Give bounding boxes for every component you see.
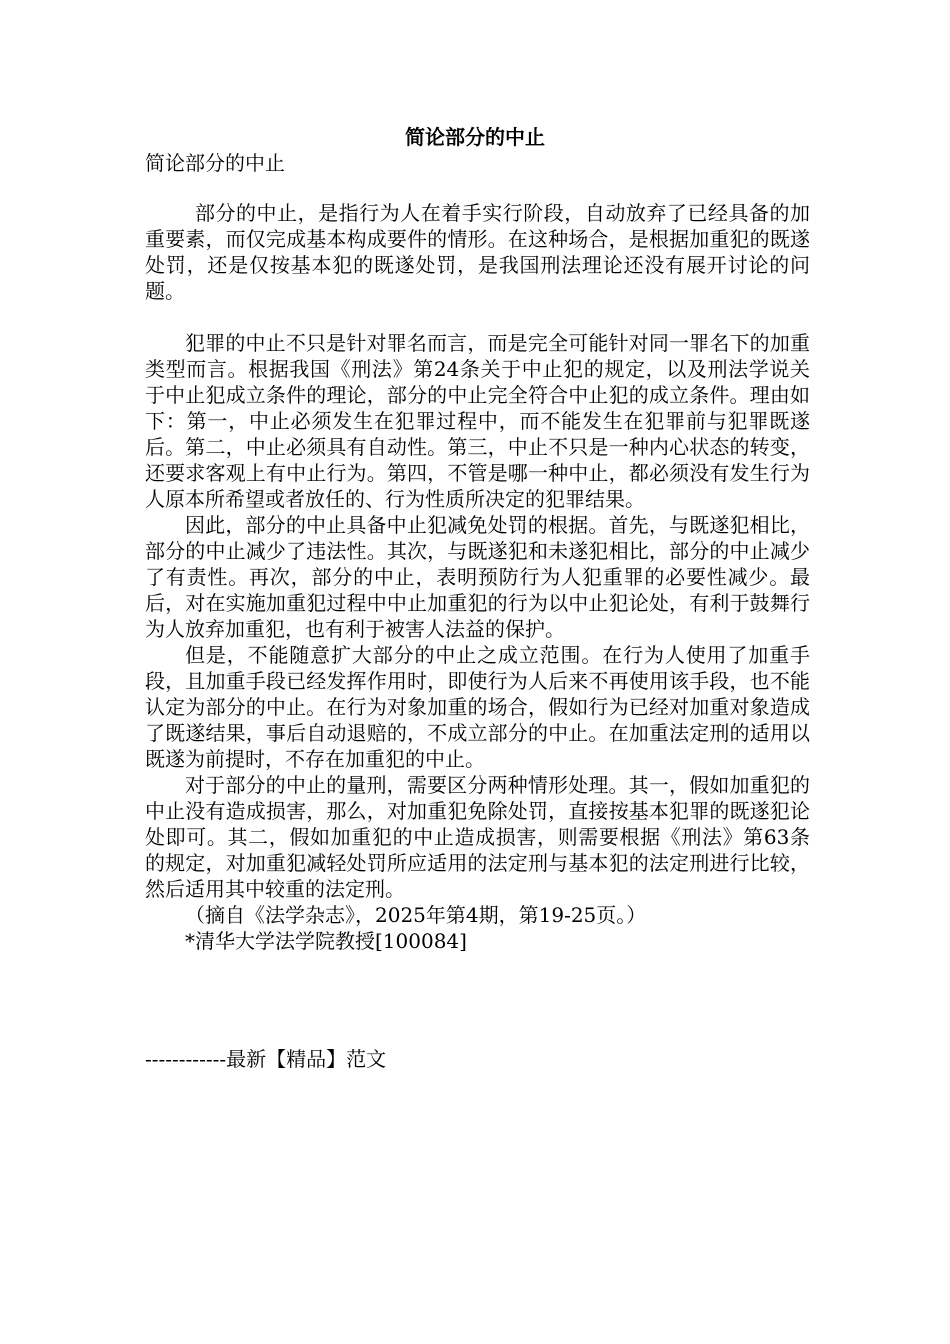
- paragraph-4: 但是，不能随意扩大部分的中止之成立范围。在行为人使用了加重手段，且加重手段已经发挥作用时，即使行为人后来不再使用该手段，也不能认定为部分的中止。在行为对象加重的场合，假如行为已经对加重对象造成了既遂结果，事后自动退赔的，不成立部分的中止。在加重法定刑的适用以既遂为前提时，不存在加重犯的中止。: [145, 643, 810, 771]
- paragraph-5: 对于部分的中止的量刑，需要区分两种情形处理。其一，假如加重犯的中止没有造成损害，那么，对加重犯免除处罚，直接按基本犯罪的既遂犯论处即可。其二，假如加重犯的中止造成损害，则需要根据《刑法》第63条的规定，对加重犯减轻处罚所应适用的法定刑与基本犯的法定刑进行比较，然后适用其中较重的法定刑。: [145, 773, 810, 901]
- author-affiliation: *清华大学法学院教授[100084]: [185, 929, 467, 953]
- document-title: 简论部分的中止: [405, 125, 545, 149]
- document-subtitle: 简论部分的中止: [145, 151, 285, 175]
- document-footer: ------------最新【精品】范文: [145, 1047, 387, 1071]
- document-body: [145, 200, 810, 954]
- paragraph-1: 部分的中止，是指行为人在着手实行阶段，自动放弃了已经具备的加重要素，而仅完成基本构成要件的情形。在这种场合，是根据加重犯的既遂处罚，还是仅按基本犯的既遂处罚，是我国刑法理论还没有展开讨论的问题。: [145, 201, 810, 303]
- paragraph-3: 因此，部分的中止具备中止犯减免处罚的根据。首先，与既遂犯相比，部分的中止减少了违法性。其次，与既遂犯和未遂犯相比，部分的中止减少了有责性。再次，部分的中止，表明预防行为人犯重罪的必要性减少。最后，对在实施加重犯过程中中止加重犯的行为以中止犯论处，有利于鼓舞行为人放弃加重犯，也有利于被害人法益的保护。: [145, 513, 810, 641]
- source-citation: （摘自《法学杂志》，2025年第4期，第19-25页。）: [185, 903, 647, 927]
- paragraph-spacer: [145, 304, 810, 330]
- paragraph-2: 犯罪的中止不只是针对罪名而言，而是完全可能针对同一罪名下的加重类型而言。根据我国《刑法》第24条关于中止犯的规定，以及刑法学说关于中止犯成立条件的理论，部分的中止完全符合中止犯的成立条件。理由如下：第一，中止必须发生在犯罪过程中，而不能发生在犯罪前与犯罪既遂后。第二，中止必须具有自动性。第三，中止不只是一种内心状态的转变，还要求客观上有中止行为。第四，不管是哪一种中止，都必须没有发生行为人原本所希望或者放任的、行为性质所决定的犯罪结果。: [145, 331, 810, 511]
